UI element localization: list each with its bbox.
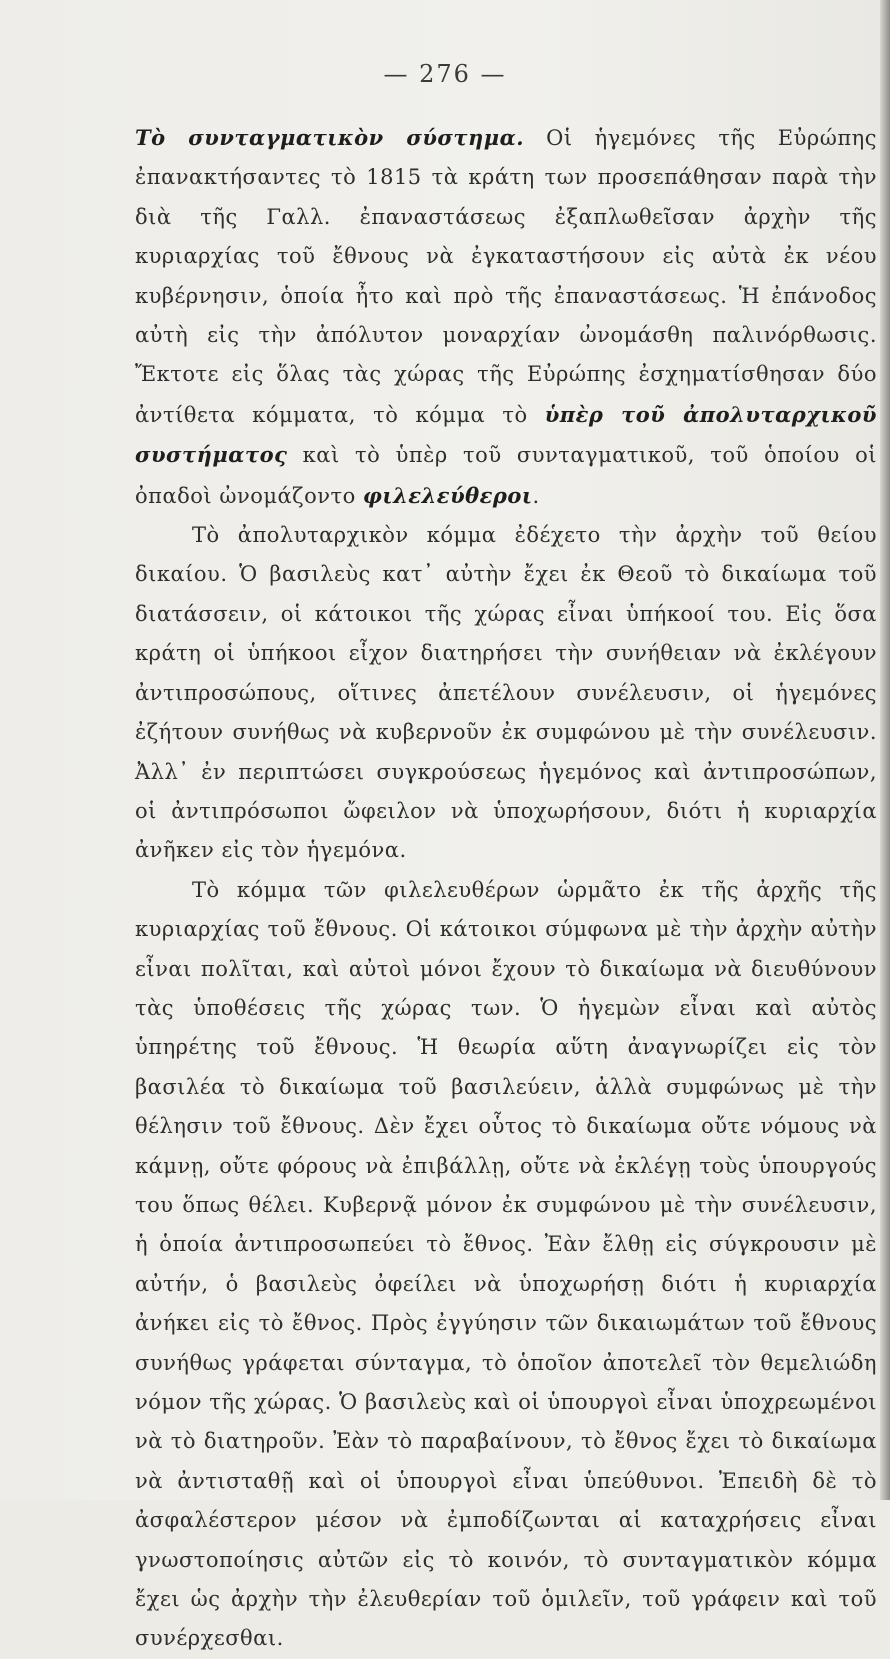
emphasis-liberals: φιλελεύθεροι (362, 482, 533, 508)
paragraph-absolutist-party (135, 516, 877, 871)
body-text (135, 118, 877, 1659)
page-number: — 276 — (383, 60, 507, 88)
section-heading: Τὸ συνταγματικὸν σύστημα. (135, 125, 525, 150)
text-run: . (532, 483, 540, 508)
emphasis-absolutist: ὑπὲρ τοῦ ἀπολυταρχικοῦ συστήματος (135, 401, 877, 468)
text-run: Τὸ κόμμα τῶν φιλελευθέρων ὡρμᾶτο ἐκ τῆς ἀρχῆς τῆς κυριαρχίας τοῦ ἔθνους. Οἱ κάτοικοι σύμφωνα μὲ τὴν ἀρχὴν αὐτὴν εἶναι πολῖται, καὶ αὐτοὶ μόνοι ἔχουν τὸ δικαίωμα νὰ διευθύνουν τὰς ὑποθέσεις τῆς χώρας των. Ὁ ἡγεμὼν εἶναι καὶ αὐτὸς ὑπηρέτης τοῦ ἔθνους. Ἡ θεωρία αὕτη ἀναγνωρίζει εἰς τὸν βασιλέα τὸ δικαίωμα τοῦ βασιλεύειν, ἀλλὰ συμφώνως μὲ τὴν θέλησιν τοῦ ἔθνους. Δὲν ἔχει οὗτος τὸ δικαίωμα οὔτε νόμους νὰ κάμνῃ, οὔτε φόρους νὰ ἐπιβάλλῃ, οὔτε νὰ ἐκλέγῃ τοὺς ὑπουργούς του ὅπως θέλει. Κυβερνᾷ μόνον ἐκ συμφώνου μὲ τὴν συνέλευσιν, ἡ ὁποία ἀντιπροσωπεύει τὸ ἔθνος. Ἐὰν ἔλθῃ εἰς σύγκρουσιν μὲ αὐτήν, ὁ βασιλεὺς ὀφείλει νὰ ὑποχωρήσῃ διότι ἡ κυριαρχία ἀνήκει εἰς τὸ ἔθνος. Πρὸς ἐγγύησιν τῶν δικαιωμάτων τοῦ ἔθνους συνήθως γράφεται σύνταγμα, τὸ ὁποῖον ἀποτελεῖ τὸν θεμελιώδη νόμον τῆς χώρας. Ὁ βασιλεὺς καὶ οἱ ὑπουργοὶ εἶναι ὑποχρεωμένοι νὰ τὸ διατηροῦν. Ἐὰν τὸ παραβαίνουν, τὸ ἔθνος ἔχει τὸ δικαίωμα νὰ ἀντισταθῇ καὶ οἱ ὑπουργοὶ εἶναι ὑπεύθυνοι. Ἐπειδὴ δὲ τὸ ἀσφαλέστερον μέσον νὰ ἐμποδίζωνται αἱ καταχρήσεις εἶναι γνωστοποίησις αὐτῶν εἰς τὸ κοινόν, τὸ συνταγματικὸν κόμμα ἔχει ὡς ἀρχὴν τὴν ἐλευθερίαν τοῦ ὁμιλεῖν, τοῦ γράφειν καὶ τοῦ συνέρχεσθαι. (135, 877, 877, 1651)
text-run: Οἱ ἡγεμόνες τῆς Εὐρώπης ἐπανακτήσαντες τὸ 1815 τὰ κράτη των προσεπάθησαν παρὰ τὴν διὰ τῆς Γαλλ. ἐπαναστάσεως ἐξαπλωθεῖσαν ἀρχὴν τῆς κυριαρχίας τοῦ ἔθνους νὰ ἐγκαταστήσουν εἰς αὐτὰ ἐκ νέου κυβέρνησιν, ὁποία ἦτο καὶ πρὸ τῆς ἐπαναστάσεως. Ἡ ἐπάνοδος αὐτὴ εἰς τὴν ἀπόλυτον μοναρχίαν ὠνομάσθη παλινόρθωσις. Ἔκτοτε εἰς ὅλας τὰς χώρας τῆς Εὐρώπης ἐσχηματίσθησαν δύο ἀντίθετα κόμματα, τὸ κόμμα τὸ (135, 126, 877, 427)
text-run: καὶ τὸ ὑπὲρ τοῦ συνταγματικοῦ, τοῦ ὁποίου οἱ ὀπαδοὶ ὠνομάζοντο (135, 443, 877, 508)
text-run: Τὸ ἀπολυταρχικὸν κόμμα ἐδέχετο τὴν ἀρχὴν τοῦ θείου δικαίου. Ὁ βασιλεὺς κατ᾽ αὐτὴν ἔχει ἐκ Θεοῦ τὸ δικαίωμα τοῦ διατάσσειν, οἱ κάτοικοι τῆς χώρας εἶναι ὑπήκοοί του. Εἰς ὅσα κράτη οἱ ὑπήκοοι εἶχον διατηρήσει τὴν συνήθειαν νὰ ἐκλέγουν ἀντιπροσώπους, οἵτινες ἀπετέλουν συνέλευσιν, οἱ ἡγεμόνες ἐζήτουν συνήθως νὰ κυβερνοῦν ἐκ συμφώνου μὲ τὴν συνέλευσιν. Ἀλλ᾽ ἐν περιπτώσει συγκρούσεως ἡγεμόνος καὶ ἀντιπροσώπων, οἱ ἀντιπρόσωποι ὤφειλον νὰ ὑποχωρήσουν, διότι ἡ κυριαρχία ἀνῆκεν εἰς τὸν ἡγεμόνα. (135, 523, 877, 863)
paragraph-constitutional-system (135, 118, 877, 516)
paragraph-liberal-party (135, 871, 877, 1659)
page-edge-shadow (880, 0, 890, 1500)
